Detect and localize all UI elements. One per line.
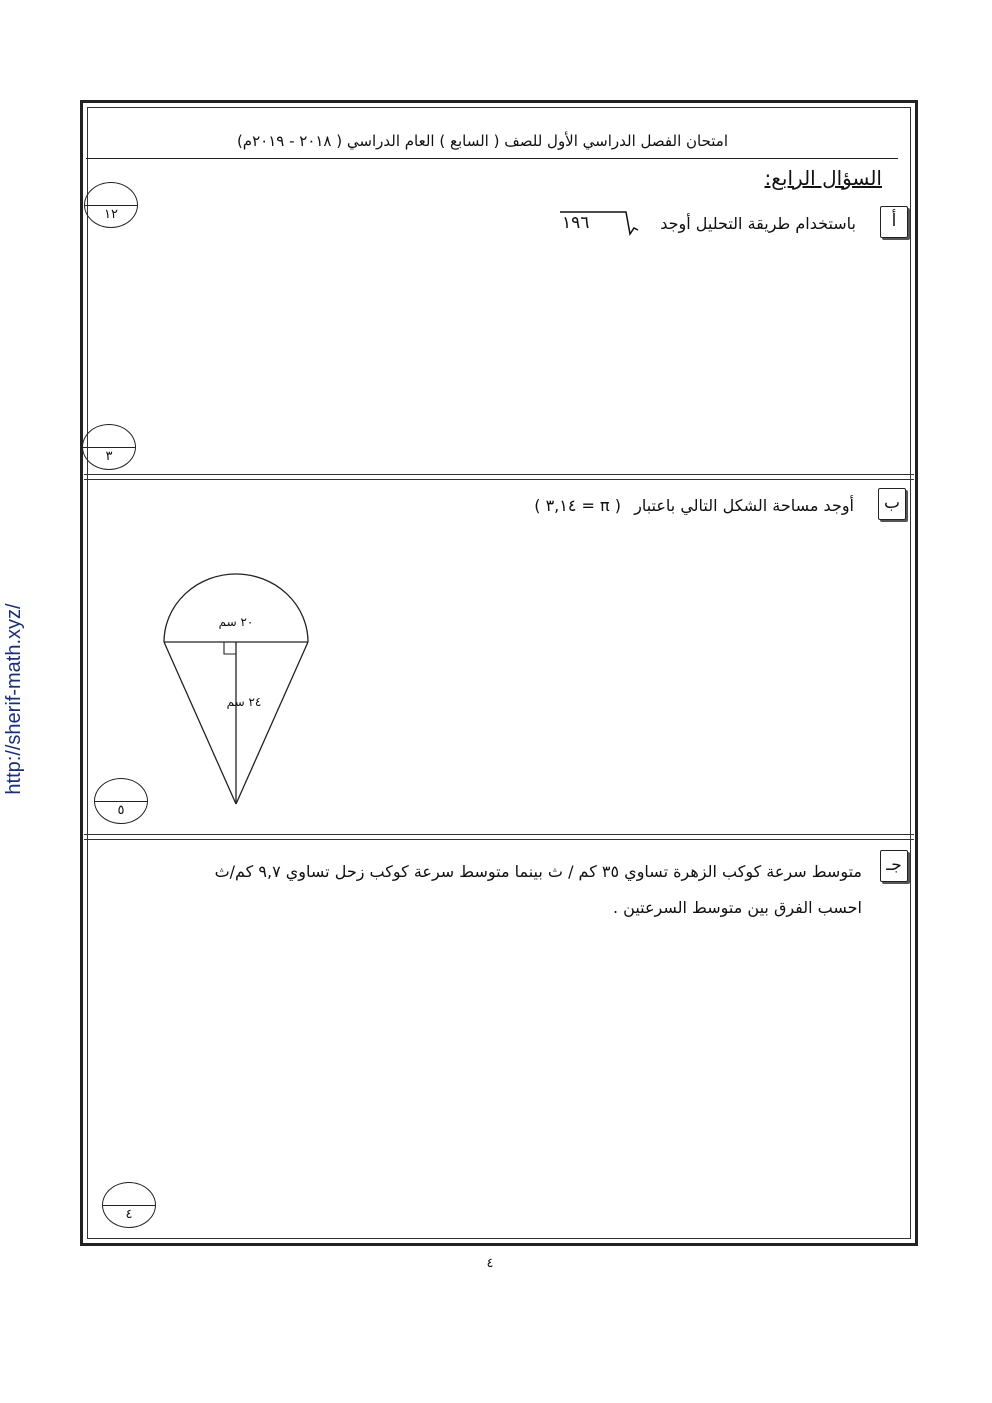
square-root-expression <box>560 208 650 238</box>
total-score-value: ١٢ <box>104 207 118 222</box>
section-divider <box>84 474 914 480</box>
height-label: ٢٤ سم <box>226 695 262 709</box>
radicand-value: ١٩٦ <box>562 213 590 233</box>
part-a-tag: أ <box>880 206 908 238</box>
score-divider <box>83 447 135 448</box>
part-b-score-circle <box>94 778 148 824</box>
part-c-line1: متوسط سرعة كوكب الزهرة تساوي ٣٥ كم / ث بينما متوسط سرعة كوكب زحل تساوي ٩,٧ كم/ث <box>214 862 862 881</box>
part-c-score-value: ٤ <box>125 1207 133 1222</box>
header-rule <box>86 158 898 159</box>
part-c-line2: احسب الفرق بين متوسط السرعتين . <box>612 898 862 917</box>
part-b-score-value: ٥ <box>117 803 125 818</box>
page-number: ٤ <box>486 1256 494 1271</box>
part-a-question: باستخدام طريقة التحليل أوجد <box>660 214 856 233</box>
part-b-question <box>534 496 854 515</box>
website-watermark: http://sherif-math.xyz/ <box>3 603 25 795</box>
part-a-score-value: ٣ <box>105 449 113 464</box>
part-c-tag: جـ <box>880 850 908 882</box>
score-divider <box>103 1205 155 1206</box>
triangle-right-side <box>236 642 308 804</box>
pi-value: ( π = ٣,١٤ ) <box>534 496 621 515</box>
triangle-left-side <box>164 642 236 804</box>
score-divider <box>85 205 137 206</box>
part-b-tag: ب <box>878 488 906 520</box>
part-c-score-circle <box>102 1182 156 1228</box>
semicircle-shape <box>164 574 308 642</box>
part-b-question-text: أوجد مساحة الشكل التالي باعتبار <box>634 496 854 515</box>
total-score-circle <box>84 182 138 228</box>
cone-semicircle-figure <box>140 570 340 820</box>
section-divider <box>84 834 914 840</box>
diameter-label: ٢٠ سم <box>218 615 254 629</box>
score-divider <box>95 801 147 802</box>
part-a-score-circle <box>82 424 136 470</box>
exam-header: امتحان الفصل الدراسي الأول للصف ( السابع ) العام الدراسي ( ٢٠١٨ - ٢٠١٩م) <box>236 132 728 150</box>
right-angle-marker <box>224 642 236 654</box>
question-title: السؤال الرابع: <box>764 166 882 190</box>
